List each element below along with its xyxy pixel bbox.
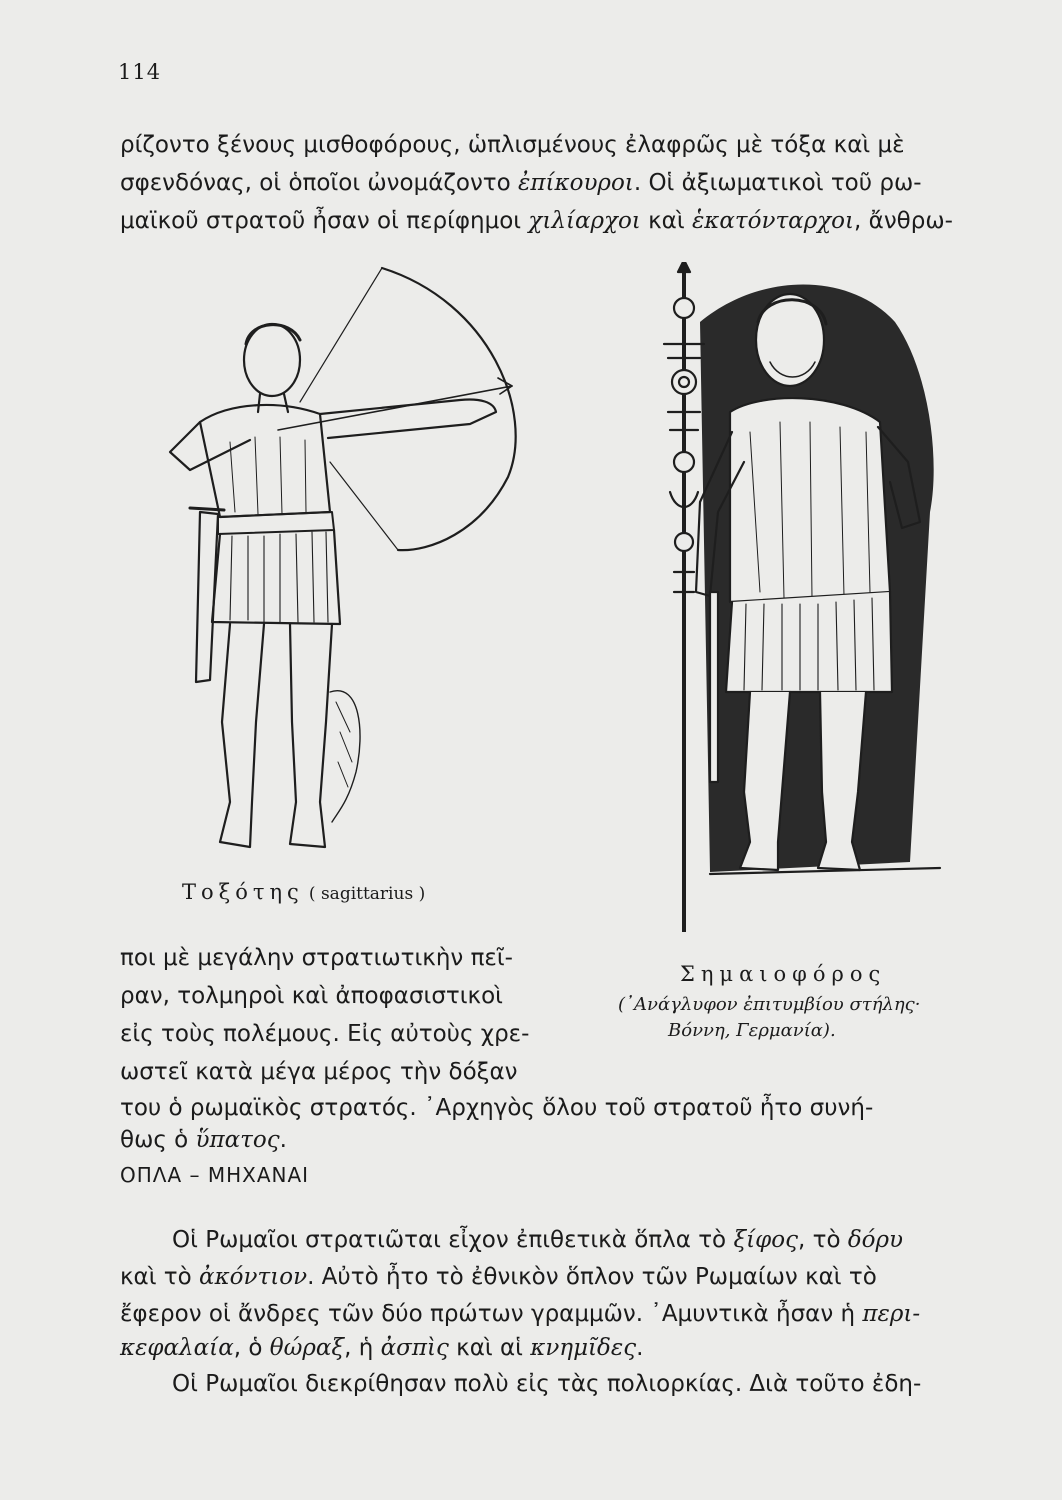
bottom-paragraph-line-4 (120, 1333, 643, 1363)
text-run: . (636, 1335, 644, 1361)
term-perikefalaia-start: περι- (862, 1301, 921, 1327)
term-thorax: θώραξ (269, 1335, 345, 1361)
bottom-paragraph-line-1 (172, 1225, 903, 1255)
standard-bearer-caption-title: Σημαιοφόρος (680, 962, 887, 986)
middle-paragraph-line-6 (120, 1125, 287, 1155)
standard-bearer-illustration (640, 262, 960, 932)
text-run: θως ὁ (120, 1127, 196, 1153)
bottom-paragraph-line-5: Οἱ Ρωμαῖοι διεκρίθησαν πολὺ εἰς τὰς πολιορκίας. Διὰ τοῦτο ἐδη- (172, 1371, 922, 1397)
bottom-paragraph-line-3 (120, 1299, 920, 1329)
term-akontion: ἀκόντιον (199, 1264, 308, 1290)
text-run: μαϊκοῦ στρατοῦ ἦσαν οἱ περίφημοι (120, 208, 529, 234)
text-run: , ἡ (344, 1335, 381, 1361)
page-number: 114 (118, 60, 162, 84)
archer-caption (182, 880, 425, 904)
archer-caption-greek: Τοξότης (182, 880, 304, 904)
term-xifos: ξίφος (733, 1227, 798, 1253)
archer-illustration (160, 262, 540, 862)
text-run: καὶ αἱ (448, 1335, 531, 1361)
term-dory: δόρυ (847, 1227, 904, 1253)
term-epikouroi: ἐπίκουροι (518, 170, 634, 196)
text-run: . Αὐτὸ ἦτο τὸ ἐθνικὸν ὅπλον τῶν Ρωμαίων καὶ τὸ (307, 1264, 877, 1290)
text-run: καὶ (640, 208, 692, 234)
middle-paragraph-line-4: ωστεῖ κατὰ μέγα μέρος τὴν δόξαν (120, 1059, 518, 1085)
term-aspis: ἀσπὶς (380, 1335, 449, 1361)
section-heading: ΟΠΛΑ – ΜΗΧΑΝΑΙ (120, 1163, 310, 1187)
text-run: . Οἱ ἀξιωματικοὶ τοῦ ρω- (633, 170, 922, 196)
text-run: σφενδόνας, οἱ ὁποῖοι ὠνομάζοντο (120, 170, 519, 196)
standard-bearer-caption-line-2: Βόννη, Γερμανία). (668, 1020, 836, 1041)
top-paragraph-line-2 (120, 168, 922, 198)
middle-paragraph-line-2: ραν, τολμηροὶ καὶ ἀποφασιστικοὶ (120, 983, 503, 1009)
middle-paragraph-line-5: του ὁ ρωμαϊκὸς στρατός. ᾿Αρχηγὸς ὅλου τοῦ στρατοῦ ἦτο συνή- (120, 1095, 874, 1121)
term-knimides: κνημῖδες (530, 1335, 637, 1361)
term-chiliarchoi: χιλίαρχοι (528, 208, 641, 234)
text-run: . (279, 1127, 287, 1153)
text-run: , ἄνθρω- (854, 208, 953, 234)
text-run: , τὸ (797, 1227, 848, 1253)
text-run: , ὁ (233, 1335, 270, 1361)
text-run: καὶ τὸ (120, 1264, 200, 1290)
standard-bearer-caption-line-1: (᾿Ανάγλυφον ἐπιτυμβίου στήλης· (618, 994, 921, 1015)
bottom-paragraph-line-2 (120, 1262, 877, 1292)
top-paragraph-line-3 (120, 206, 953, 236)
middle-paragraph-line-3: εἰς τοὺς πολέμους. Εἰς αὐτοὺς χρε- (120, 1021, 530, 1047)
term-perikefalaia-end: κεφαλαία (120, 1335, 234, 1361)
archer-caption-latin: ( sagittarius ) (308, 884, 426, 904)
text-run: ἔφερον οἱ ἄνδρες τῶν δύο πρώτων γραμμῶν. ᾿Αμυντικὰ ἦσαν ἡ (120, 1301, 863, 1327)
top-paragraph-line-1: ρίζοντο ξένους μισθοφόρους, ὡπλισμένους ἐλαφρῶς μὲ τόξα καὶ μὲ (120, 132, 905, 158)
middle-paragraph-line-1: ποι μὲ μεγάλην στρατιωτικὴν πεῖ- (120, 945, 513, 971)
term-ypatos: ὕπατος (195, 1127, 280, 1153)
text-run: Οἱ Ρωμαῖοι στρατιῶται εἶχον ἐπιθετικὰ ὅπλα τὸ (172, 1227, 734, 1253)
term-ekatontarchoi: ἑκατόνταρχοι (691, 208, 855, 234)
